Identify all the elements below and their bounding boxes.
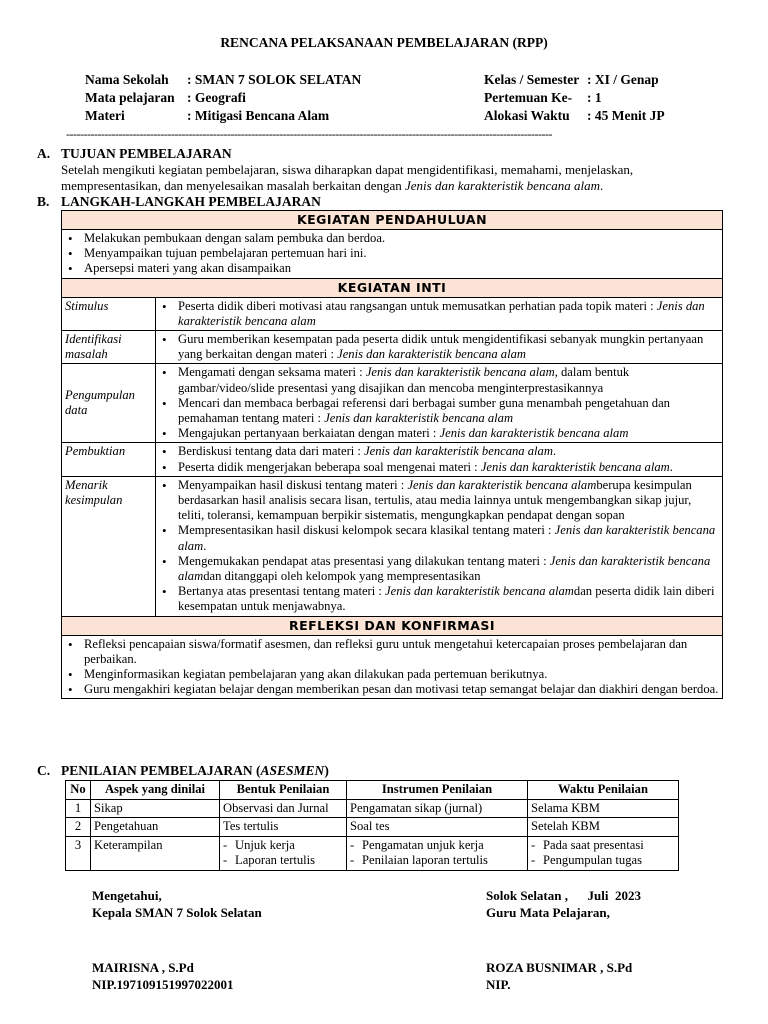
item-text: Menyampaikan hasil diskusi tentang materi :	[178, 477, 405, 492]
info-label: Nama Sekolah	[85, 72, 169, 87]
list-item	[160, 444, 720, 459]
section-number: C.	[37, 763, 51, 778]
objective-end: .	[599, 177, 604, 193]
section-title: LANGKAH-LANGKAH PEMBELAJARAN	[61, 194, 321, 209]
topic-text: Jenis dan karakteristik bencana alam	[385, 584, 574, 599]
dash-item: - Laporan tertulis	[223, 853, 343, 869]
section-number: B.	[37, 194, 50, 209]
info-value: : Geografi	[187, 90, 246, 105]
item-text: .	[552, 444, 557, 459]
section-title: PENILAIAN PEMBELAJARAN (	[61, 763, 261, 778]
cell-no: 3	[66, 836, 91, 870]
item-text: Bertanya atas presentasi tentang materi :	[178, 584, 382, 599]
pendahuluan-content	[62, 230, 723, 279]
sign-name: ROZA BUSNIMAR , S.Pd	[486, 960, 633, 975]
refleksi-header: REFLEKSI DAN KONFIRMASI	[62, 616, 723, 635]
step-label: Pengumpulan data	[62, 364, 156, 443]
info-row-meeting	[484, 90, 665, 108]
list-item	[160, 460, 720, 475]
info-label: Mata pelajaran	[85, 90, 175, 105]
step-content	[156, 331, 723, 364]
dash-item: - Unjuk kerja	[223, 838, 343, 854]
item-text: .	[669, 459, 673, 474]
cell-bentuk: Tes tertulis	[220, 818, 347, 837]
topic-text: Jenis dan karakteristik bencana alam	[178, 523, 716, 553]
item-text: .	[203, 538, 207, 553]
item-text: Berdiskusi tentang data dari materi :	[178, 444, 361, 459]
section-number: A.	[37, 146, 51, 161]
item-text: Guru memberikan kesempatan pada peserta didik untuk mengidentifikasi sebanyak mungkin pertanyaan yang berkaitan dengan materi :	[178, 332, 704, 362]
column-header: No	[66, 781, 91, 800]
item-text: Mengemukakan pendapat atas presentasi yang dilakukan tentang materi :	[178, 553, 547, 568]
list-item: • Menginformasikan kegiatan pembelajaran yang akan dilakukan pada pertemuan berikutnya.	[66, 667, 720, 682]
topic-text: Jenis dan karakteristik bencana alam	[324, 411, 514, 426]
info-label: Materi	[85, 108, 125, 123]
cell-aspek: Sikap	[91, 799, 220, 818]
topic-text: Jenis dan karakteristik bencana alam	[178, 553, 711, 584]
info-value: : 45 Menit JP	[587, 108, 665, 123]
sign-name: MAIRISNA , S.Pd	[92, 960, 194, 975]
step-content	[156, 297, 723, 330]
step-content	[156, 476, 723, 616]
info-value: : 1	[587, 90, 602, 105]
step-label: Identifikasi masalah	[62, 331, 156, 364]
list-item: • Melakukan pembukaan dengan salam pembuka dan berdoa.	[66, 231, 720, 246]
cell-instrumen: Pengamatan sikap (jurnal)	[347, 799, 528, 818]
objective-topic: Jenis dan karakteristik bencana alam	[405, 177, 600, 193]
sign-nip: NIP.197109151997022001	[92, 977, 234, 992]
cell-no: 2	[66, 818, 91, 837]
section-b-heading	[37, 194, 321, 210]
item-text: Mengajukan pertanyaan berkaiatan dengan materi :	[178, 426, 437, 441]
list-item	[160, 365, 720, 395]
info-value: : Mitigasi Bencana Alam	[187, 108, 330, 123]
item-text: dan peserta didik lain diberi kesempatan untuk menjawabnya.	[178, 584, 715, 614]
list-item	[160, 584, 720, 614]
table-header-row	[66, 781, 679, 800]
step-content	[156, 443, 723, 476]
info-row-material	[85, 108, 361, 126]
topic-text: Jenis dan karakteristik bencana alam	[480, 459, 670, 474]
topic-text: Jenis dan karakteristik bencana alam	[364, 444, 553, 459]
step-label: Stimulus	[62, 297, 156, 330]
info-row-subject	[85, 90, 361, 108]
cell-aspek: Pengetahuan	[91, 818, 220, 837]
sign-line: Solok Selatan , Juli 2023	[486, 888, 641, 903]
list-item: • Menyampaikan tujuan pembelajaran pertemuan hari ini.	[66, 246, 720, 261]
item-text: dan ditanggapi oleh kelompok yang mempresentasikan	[203, 569, 481, 584]
cell-waktu: Selama KBM	[528, 799, 679, 818]
sign-line: Guru Mata Pelajaran,	[486, 905, 610, 920]
dash-item: - Pengumpulan tugas	[531, 853, 675, 869]
info-label: Kelas / Semester	[484, 72, 580, 87]
dash-item: - Pengamatan unjuk kerja	[350, 838, 524, 854]
section-a-text	[61, 162, 721, 193]
pendahuluan-header: KEGIATAN PENDAHULUAN	[62, 211, 723, 230]
list-item: • Refleksi pencapaian siswa/formatif asesmen, dan refleksi guru untuk mengetahui ketercapaian proses pembelajaran dan perbaikan.	[66, 637, 720, 667]
identifikasi-row	[62, 331, 723, 364]
info-row-time	[484, 108, 665, 126]
item-text: Peserta didik mengerjakan beberapa soal mengenai materi :	[178, 459, 478, 474]
topic-text: Jenis dan karakteristik bencana alam	[439, 426, 629, 441]
separator-line: -------------------------------------------------------------------------------------------------------------------------------------------	[66, 128, 552, 140]
document-title: RENCANA PELAKSANAAN PEMBELAJARAN (RPP)	[220, 35, 548, 50]
cell-no: 1	[66, 799, 91, 818]
item-text: Mengamati dengan seksama materi :	[178, 365, 363, 380]
cell-instrumen	[347, 836, 528, 870]
cell-waktu: Setelah KBM	[528, 818, 679, 837]
stimulus-row	[62, 297, 723, 330]
list-item: • Apersepsi materi yang akan disampaikan	[66, 261, 720, 276]
topic-text: Jenis dan karakteristik bencana alam	[365, 365, 555, 380]
objective-text: Setelah mengikuti kegiatan pembelajaran, siswa diharapkan dapat mengidentifikasi, memahami, menjelaskan, mempresentasikan, dan menyelesaikan masalah berkaitan dengan	[61, 162, 634, 193]
cell-instrumen: Soal tes	[347, 818, 528, 837]
topic-text: Jenis dan karakteristik bencana alam	[178, 298, 705, 328]
assessment-table	[65, 780, 679, 871]
info-right	[484, 72, 665, 126]
column-header: Bentuk Penilaian	[220, 781, 347, 800]
item-text: berupa kesimpulan berdasarkan hasil analisis secara lisan, tertulis, atau media lainnya untuk mengembangkan sikap jujur, teliti, toleransi, kemampuan berpikir sistematis, mengungkapkan pendapat dengan sopan	[178, 477, 692, 523]
inti-header: KEGIATAN INTI	[62, 278, 723, 297]
list-item	[160, 332, 720, 362]
list-item: • Guru mengakhiri kegiatan belajar dengan memberikan pesan dan motivasi tetap semangat belajar dan diakhiri dengan berdoa.	[66, 682, 720, 697]
cell-waktu	[528, 836, 679, 870]
topic-text: Jenis dan karakteristik bencana alam	[407, 477, 597, 492]
column-header: Aspek yang dinilai	[91, 781, 220, 800]
item-text: Peserta didik diberi motivasi atau rangsangan untuk memusatkan perhatian pada topik materi :	[178, 298, 654, 313]
section-title: TUJUAN PEMBELAJARAN	[61, 146, 232, 161]
refleksi-content	[62, 635, 723, 699]
topic-text: Jenis dan karakteristik bencana alam	[337, 347, 526, 362]
list-item	[160, 523, 720, 553]
signature-principal	[92, 887, 262, 993]
item-text: Mencari dan membaca berbagai referensi dari berbagai sumber guna menambah pengetahuan dan pemahaman tentang materi :	[178, 395, 670, 426]
info-row-class	[484, 72, 665, 90]
info-value: : SMAN 7 SOLOK SELATAN	[187, 72, 362, 87]
step-label: Menarik kesimpulan	[62, 476, 156, 616]
column-header: Instrumen Penilaian	[347, 781, 528, 800]
sign-line: Kepala SMAN 7 Solok Selatan	[92, 905, 262, 920]
info-value: : XI / Genap	[587, 72, 659, 87]
list-item	[160, 554, 720, 584]
sign-nip: NIP.	[486, 977, 511, 992]
section-title-end: )	[324, 763, 329, 778]
list-item	[160, 299, 720, 329]
table-row	[66, 836, 679, 870]
list-item	[160, 396, 720, 426]
signature-teacher	[486, 887, 641, 993]
step-label: Pembuktian	[62, 443, 156, 476]
list-item	[160, 426, 720, 441]
cell-aspek: Keterampilan	[91, 836, 220, 870]
info-label: Pertemuan Ke-	[484, 90, 573, 105]
info-label: Alokasi Waktu	[484, 108, 570, 123]
menarik-row	[62, 476, 723, 616]
cell-bentuk	[220, 836, 347, 870]
column-header: Waktu Penilaian	[528, 781, 679, 800]
sign-line: Mengetahui,	[92, 888, 162, 903]
section-c-heading	[37, 763, 329, 779]
pengumpulan-row	[62, 364, 723, 443]
info-left	[85, 72, 361, 126]
item-text: , dalam bentuk gambar/video/slide presentasi yang disajikan dan mencoba menginterprestasikannya	[178, 365, 630, 395]
table-row	[66, 799, 679, 818]
dash-item: - Penilaian laporan tertulis	[350, 853, 524, 869]
cell-bentuk: Observasi dan Jurnal	[220, 799, 347, 818]
section-a-heading	[37, 146, 232, 162]
step-content	[156, 364, 723, 443]
section-title-italic: ASESMEN	[260, 763, 325, 778]
item-text: Mempresentasikan hasil diskusi kelompok secara klasikal tentang materi :	[178, 523, 552, 538]
info-row-school	[85, 72, 361, 90]
table-row	[66, 818, 679, 837]
dash-item: - Pada saat presentasi	[531, 838, 675, 854]
learning-steps-table	[61, 210, 723, 699]
pembuktian-row	[62, 443, 723, 476]
list-item	[160, 478, 720, 524]
